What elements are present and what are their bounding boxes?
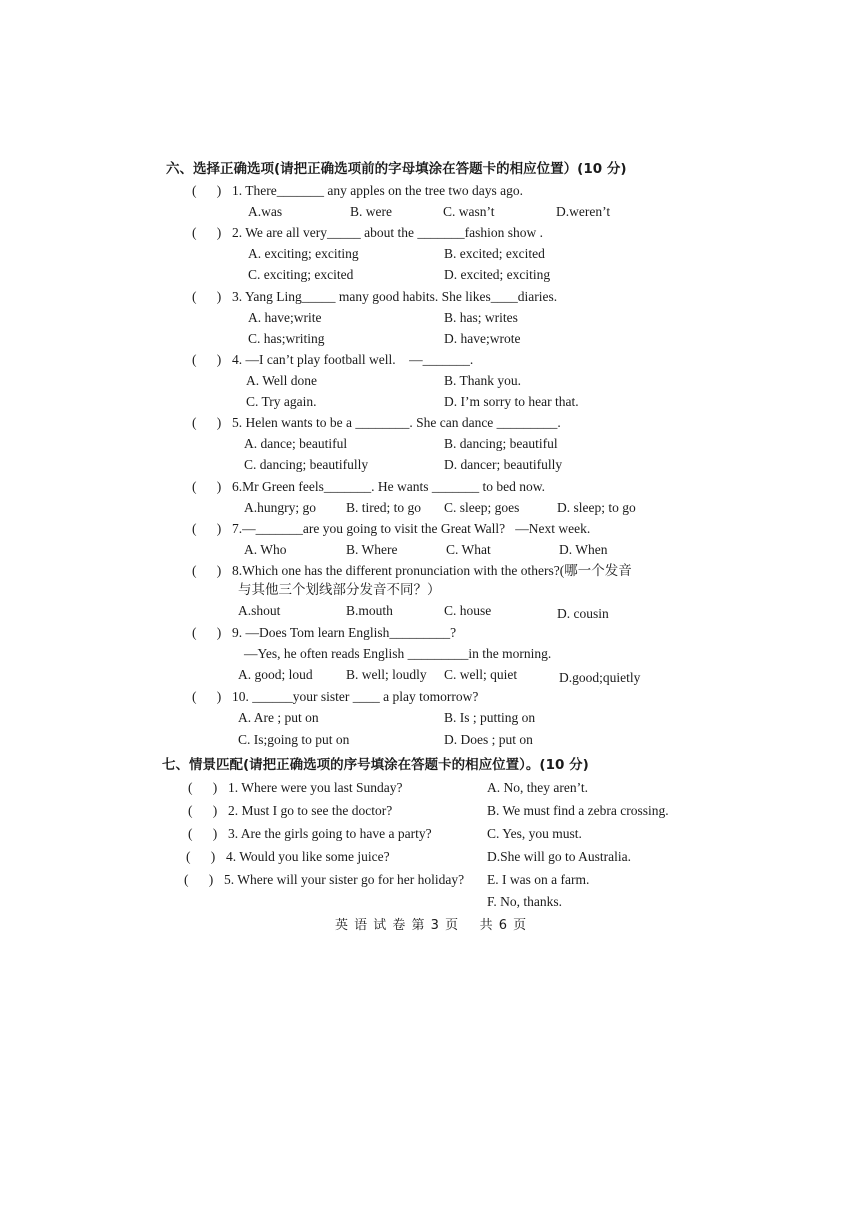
q7-2-text: 2. Must I go to see the doctor? bbox=[228, 803, 393, 818]
q6-5-option-c: C. dancing; beautifully bbox=[244, 457, 369, 472]
q7-5-bracket: ( ) bbox=[184, 872, 214, 887]
q6-5-option-d: D. dancer; beautifully bbox=[444, 457, 563, 472]
q6-6-stem: 6.Mr Green feels_______. He wants _______ to bed now. bbox=[232, 479, 545, 494]
q6-5-option-b: B. dancing; beautiful bbox=[444, 436, 558, 451]
q6-7-stem: 7.—_______are you going to visit the Great Wall? —Next week. bbox=[232, 521, 591, 536]
q6-3-option-c: C. has;writing bbox=[248, 331, 325, 346]
q6-9-stem: 9. —Does Tom learn English_________? bbox=[232, 625, 457, 640]
q6-4-option-b: B. Thank you. bbox=[444, 373, 521, 388]
q6-7-option-b: B. Where bbox=[346, 542, 398, 557]
q6-7-option-a: A. Who bbox=[244, 542, 287, 557]
q6-6-option-a: A.hungry; go bbox=[244, 500, 316, 515]
q6-10-bracket: ( ) bbox=[192, 689, 222, 704]
q6-4-option-d: D. I’m sorry to hear that. bbox=[444, 394, 579, 409]
q6-9-option-c: C. well; quiet bbox=[444, 667, 518, 682]
q6-8-option-b: B.mouth bbox=[346, 603, 393, 618]
q6-3-bracket: ( ) bbox=[192, 289, 222, 304]
q6-1-option-c: C. wasn’t bbox=[443, 204, 495, 219]
q6-4-stem: 4. —I can’t play football well. —_______. bbox=[232, 352, 474, 367]
answer-e: E. I was on a farm. bbox=[487, 872, 590, 887]
q7-4-text: 4. Would you like some juice? bbox=[226, 849, 390, 864]
q6-2-option-b: B. excited; excited bbox=[444, 246, 545, 261]
q6-2-option-c: C. exciting; excited bbox=[248, 267, 354, 282]
q6-8-stem: 8.Which one has the different pronunciation with the others?(哪一个发音 bbox=[232, 563, 632, 578]
q7-1-bracket: ( ) bbox=[188, 780, 218, 795]
q6-7-bracket: ( ) bbox=[192, 521, 222, 536]
q6-6-option-b: B. tired; to go bbox=[346, 500, 421, 515]
q6-9-option-d: D.good;quietly bbox=[559, 670, 641, 685]
page-footer: 英 语 试 卷 第 3 页 共 6 页 bbox=[335, 918, 528, 933]
q6-2-bracket: ( ) bbox=[192, 225, 222, 240]
q6-4-option-a: A. Well done bbox=[246, 373, 318, 388]
q6-8-option-d: D. cousin bbox=[557, 606, 609, 621]
answer-b: B. We must find a zebra crossing. bbox=[487, 803, 669, 818]
q6-4-option-c: C. Try again. bbox=[246, 394, 317, 409]
q6-8-stem-cont: 与其他三个划线部分发音不同？） bbox=[238, 582, 441, 597]
q6-4-bracket: ( ) bbox=[192, 352, 222, 367]
q6-1-option-a: A.was bbox=[248, 204, 283, 219]
q6-3-option-d: D. have;wrote bbox=[444, 331, 521, 346]
q6-5-option-a: A. dance; beautiful bbox=[244, 436, 348, 451]
answer-d: D.She will go to Australia. bbox=[487, 849, 631, 864]
q6-8-bracket: ( ) bbox=[192, 563, 222, 578]
q6-5-bracket: ( ) bbox=[192, 415, 222, 430]
q6-10-option-c: C. Is;going to put on bbox=[238, 732, 350, 747]
section-7-heading: 七、情景匹配(请把正确选项的序号填涂在答题卡的相应位置）。(10 分) bbox=[162, 757, 589, 773]
q6-1-option-b: B. were bbox=[350, 204, 392, 219]
q6-9-option-b: B. well; loudly bbox=[346, 667, 427, 682]
q6-9-bracket: ( ) bbox=[192, 625, 222, 640]
q6-10-option-b: B. Is ; putting on bbox=[444, 710, 536, 725]
q7-3-bracket: ( ) bbox=[188, 826, 218, 841]
q6-3-stem: 3. Yang Ling_____ many good habits. She likes____diaries. bbox=[232, 289, 558, 304]
q7-5-text: 5. Where will your sister go for her holiday? bbox=[224, 872, 465, 887]
answer-a: A. No, they aren’t. bbox=[487, 780, 588, 795]
q6-6-option-d: D. sleep; to go bbox=[557, 500, 636, 515]
q7-4-bracket: ( ) bbox=[186, 849, 216, 864]
q6-7-option-d: D. When bbox=[559, 542, 608, 557]
q7-1-text: 1. Where were you last Sunday? bbox=[228, 780, 403, 795]
q6-8-option-a: A.shout bbox=[238, 603, 281, 618]
q6-10-option-d: D. Does ; put on bbox=[444, 732, 533, 747]
q6-3-option-a: A. have;write bbox=[248, 310, 322, 325]
q6-6-option-c: C. sleep; goes bbox=[444, 500, 520, 515]
answer-c: C. Yes, you must. bbox=[487, 826, 582, 841]
q6-2-option-a: A. exciting; exciting bbox=[248, 246, 359, 261]
q6-9-option-a: A. good; loud bbox=[238, 667, 313, 682]
q6-2-stem: 2. We are all very_____ about the _______fashion show . bbox=[232, 225, 543, 240]
q6-1-option-d: D.weren’t bbox=[556, 204, 611, 219]
q6-5-stem: 5. Helen wants to be a ________. She can dance _________. bbox=[232, 415, 561, 430]
q6-2-option-d: D. excited; exciting bbox=[444, 267, 551, 282]
q7-2-bracket: ( ) bbox=[188, 803, 218, 818]
section-6-heading: 六、选择正确选项(请把正确选项前的字母填涂在答题卡的相应位置）(10 分) bbox=[166, 161, 627, 177]
q6-1-bracket: ( ) bbox=[192, 183, 222, 198]
q6-1-stem: 1. There_______ any apples on the tree two days ago. bbox=[232, 183, 524, 198]
answer-f: F. No, thanks. bbox=[487, 894, 563, 909]
q6-8-option-c: C. house bbox=[444, 603, 492, 618]
q6-6-bracket: ( ) bbox=[192, 479, 222, 494]
q7-3-text: 3. Are the girls going to have a party? bbox=[228, 826, 432, 841]
q6-9-stem-cont: —Yes, he often reads English _________in the morning. bbox=[244, 646, 552, 661]
q6-10-option-a: A. Are ; put on bbox=[238, 710, 319, 725]
q6-7-option-c: C. What bbox=[446, 542, 491, 557]
q6-3-option-b: B. has; writes bbox=[444, 310, 518, 325]
q6-10-stem: 10. ______your sister ____ a play tomorrow? bbox=[232, 689, 479, 704]
